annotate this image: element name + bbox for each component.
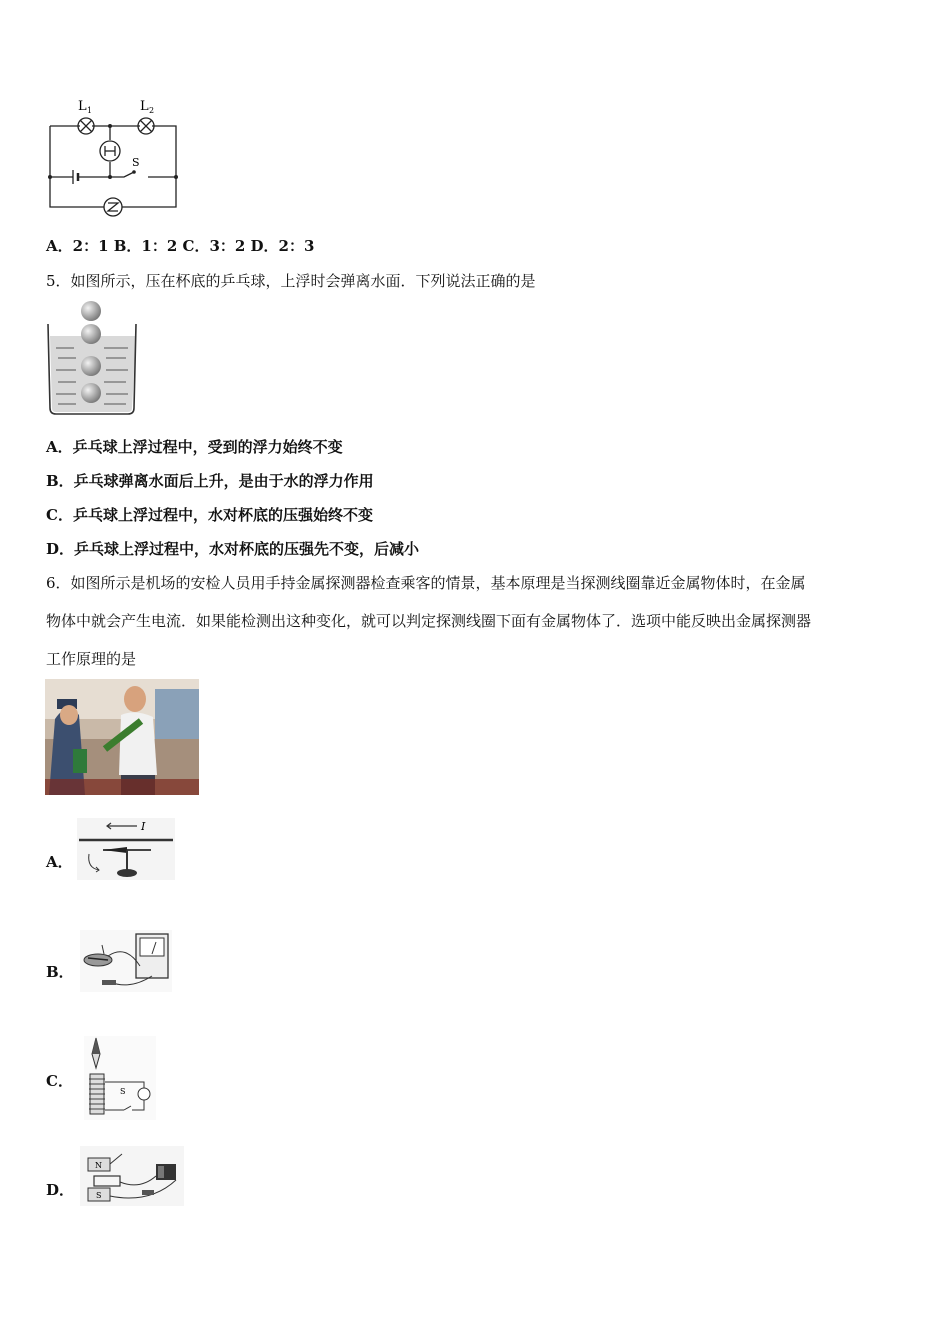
- label-l1-sub: 1: [87, 106, 93, 115]
- label-north: N: [95, 1161, 102, 1170]
- q5-stem: 5．如图所示，压在杯底的乒乓球，上浮时会弹离水面．下列说法正确的是: [46, 272, 536, 290]
- label-l1: L: [78, 99, 87, 114]
- q6-stem-line-2: 物体中就会产生电流．如果能检测出这种变化，就可以判定探测线圈下面有金属物体了．选项中能反映出金属探测器: [46, 612, 812, 630]
- q6-stem-line-3: 工作原理的是: [46, 650, 137, 668]
- figure-a-oersted: [77, 818, 175, 880]
- q5-option-a: A．乒乓球上浮过程中，受到的浮力始终不变: [46, 438, 343, 456]
- label-south: S: [96, 1191, 102, 1200]
- label-switch: S: [132, 156, 140, 169]
- q6-option-a-label: A．: [46, 853, 73, 871]
- label-current: I: [141, 820, 146, 833]
- q6-stem-line-1: 6．如图所示是机场的安检人员用手持金属探测器检查乘客的情景，基本原理是当探测线圈靠近金属物体时，在金属: [46, 574, 806, 592]
- security-check-photo: [45, 679, 199, 795]
- q6-option-c-label: C．: [46, 1072, 73, 1090]
- q5-option-c: C．乒乓球上浮过程中，水对杯底的压强始终不变: [46, 506, 373, 524]
- q5-option-b: B．乒乓球弹离水面后上升，是由于水的浮力作用: [46, 472, 374, 490]
- q5-option-d: D．乒乓球上浮过程中，水对杯底的压强先不变，后减小: [46, 540, 420, 558]
- label-l2: L: [140, 99, 149, 114]
- q6-option-d-label: D．: [46, 1181, 75, 1199]
- beaker-figure: [44, 298, 139, 418]
- label-l2-sub: 2: [149, 106, 155, 115]
- figure-c-electromagnet: [84, 1036, 156, 1120]
- q6-option-b-label: B．: [46, 963, 74, 981]
- circuit-diagram: [40, 92, 190, 222]
- figure-d-motor: [80, 1146, 184, 1206]
- q4-options: A．2：1 B．1：2 C．3：2 D．2：3: [46, 237, 315, 255]
- label-switch-c: S: [120, 1087, 126, 1096]
- figure-b-induction: [80, 930, 172, 992]
